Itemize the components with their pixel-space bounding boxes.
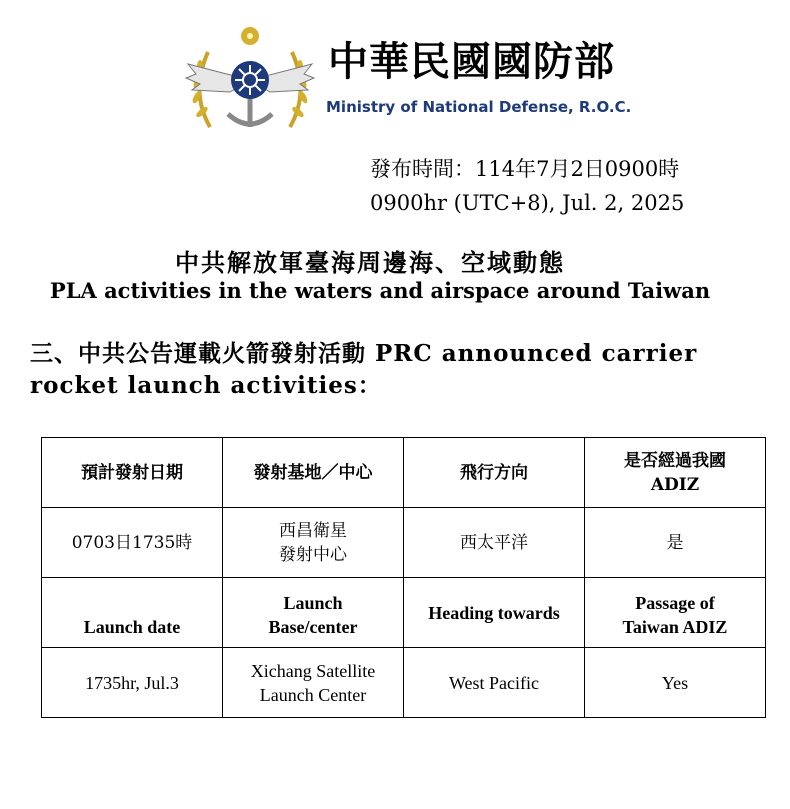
table-header-cell: Launch Base/center [223, 578, 404, 648]
table-header-row-en [42, 578, 766, 648]
table-cell: 西太平洋 [404, 508, 585, 578]
table-cell: West Pacific [404, 648, 585, 718]
table-row-cn [42, 508, 766, 578]
release-time-cn: 發布時間：114年7月2日0900時 [370, 157, 680, 181]
section-heading: 三、中共公告運載火箭發射活動 PRC announced carrier rocket launch activities： [30, 340, 698, 399]
table-cell: Yes [585, 648, 766, 718]
table-header-cell: 是否經過我國 ADIZ [585, 438, 766, 508]
document-title-en: PLA activities in the waters and airspace around Taiwan [49, 278, 711, 303]
org-name-en: Ministry of National Defense, R.O.C. [326, 98, 632, 116]
mnd-logo [180, 22, 630, 142]
table-header-row-cn [42, 438, 766, 508]
table-cell: 西昌衛星 發射中心 [223, 508, 404, 578]
table-cell: 1735hr, Jul.3 [42, 648, 223, 718]
table-cell: 0703日1735時 [42, 508, 223, 578]
release-time-en: 0900hr (UTC+8), Jul. 2, 2025 [370, 191, 685, 215]
table-header-cell: 發射基地／中心 [223, 438, 404, 508]
table-cell: Xichang Satellite Launch Center [223, 648, 404, 718]
org-name-cn: 中華民國國防部 [328, 39, 615, 85]
document-title-cn: 中共解放軍臺海周邊海、空域動態 [175, 248, 565, 277]
table-header-cell: 飛行方向 [404, 438, 585, 508]
table-header-cell: 預計發射日期 [42, 438, 223, 508]
table-header-cell: Heading towards [404, 578, 585, 648]
launch-table [41, 437, 766, 718]
release-time [370, 152, 684, 220]
table-row-en [42, 648, 766, 718]
table-cell: 是 [585, 508, 766, 578]
table-header-cell: Launch date [42, 578, 223, 648]
table-header-cell: Passage of Taiwan ADIZ [585, 578, 766, 648]
mnd-emblem-icon [180, 22, 320, 137]
